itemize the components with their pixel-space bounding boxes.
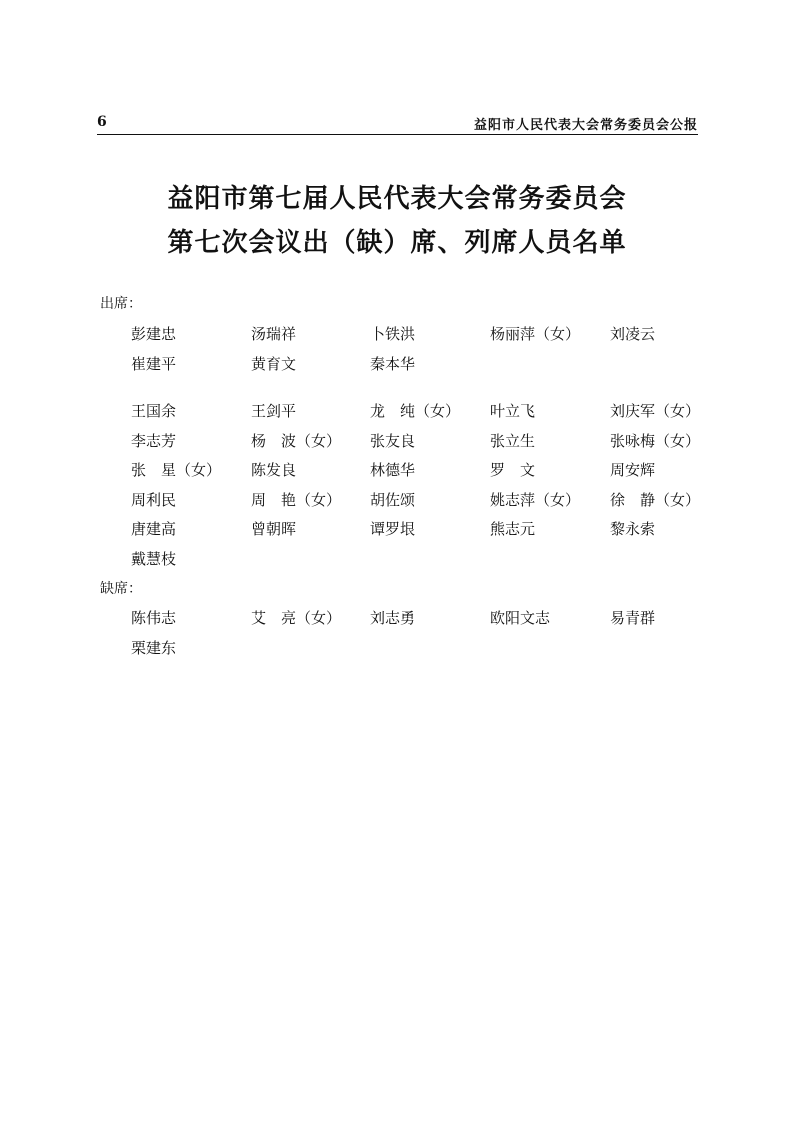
name-row xyxy=(131,353,731,383)
member-name: 彭建忠 xyxy=(131,325,177,343)
name-row xyxy=(131,489,731,519)
member-name: 周 艳（女） xyxy=(251,490,342,509)
member-name: 崔建平 xyxy=(131,354,177,373)
member-name: 易青群 xyxy=(610,609,656,627)
member-name: 陈发良 xyxy=(251,461,297,479)
member-name: 曾朝晖 xyxy=(251,520,297,538)
name-row xyxy=(131,548,731,578)
attended-name-list xyxy=(131,323,731,577)
member-name: 刘志勇 xyxy=(370,609,416,627)
name-row xyxy=(131,430,731,460)
header-rule xyxy=(97,134,698,135)
member-name: 罗 文 xyxy=(490,461,536,479)
member-name: 刘凌云 xyxy=(610,325,656,343)
document-title-line-2: 第七次会议出（缺）席、列席人员名单 xyxy=(167,228,627,258)
group-spacer xyxy=(131,382,731,400)
document-title-line-1: 益阳市第七届人民代表大会常务委员会 xyxy=(167,184,627,214)
page-header xyxy=(97,110,698,134)
member-name: 卜铁洪 xyxy=(370,325,416,343)
member-name: 龙 纯（女） xyxy=(370,402,461,420)
member-name: 张咏梅（女） xyxy=(610,431,701,450)
member-name: 周利民 xyxy=(131,490,177,509)
journal-title: 益阳市人民代表大会常务委员会公报 xyxy=(473,118,698,133)
member-name: 李志芳 xyxy=(131,431,177,450)
member-name: 姚志萍（女） xyxy=(490,490,581,509)
name-row xyxy=(131,637,731,667)
member-name: 栗建东 xyxy=(131,638,177,657)
member-name: 艾 亮（女） xyxy=(251,609,342,627)
member-name: 王国余 xyxy=(131,402,177,420)
member-name: 叶立飞 xyxy=(490,402,536,420)
member-name: 唐建高 xyxy=(131,520,177,538)
member-name: 黎永索 xyxy=(610,520,656,538)
absent-name-list xyxy=(131,607,731,666)
member-name: 汤瑞祥 xyxy=(251,325,297,343)
member-name: 林德华 xyxy=(370,461,416,479)
member-name: 戴慧枝 xyxy=(131,549,177,568)
member-name: 张友良 xyxy=(370,431,416,450)
name-row xyxy=(131,323,731,353)
attended-label: 出席： xyxy=(100,296,142,312)
member-name: 谭罗垠 xyxy=(370,520,416,538)
member-name: 张立生 xyxy=(490,431,536,450)
member-name: 秦本华 xyxy=(370,354,416,373)
member-name: 杨 波（女） xyxy=(251,431,342,450)
name-row xyxy=(131,607,731,637)
name-row xyxy=(131,459,731,489)
member-name: 陈伟志 xyxy=(131,609,177,627)
absent-label: 缺席： xyxy=(100,581,142,597)
member-name: 王剑平 xyxy=(251,402,297,420)
member-name: 杨丽萍（女） xyxy=(490,325,581,343)
member-name: 欧阳文志 xyxy=(490,609,551,627)
member-name: 黄育文 xyxy=(251,354,297,373)
member-name: 张 星（女） xyxy=(131,461,222,479)
page-number: 6 xyxy=(97,114,107,130)
member-name: 胡佐颂 xyxy=(370,490,416,509)
name-row xyxy=(131,518,731,548)
name-row xyxy=(131,400,731,430)
member-name: 熊志元 xyxy=(490,520,536,538)
member-name: 周安辉 xyxy=(610,461,656,479)
member-name: 刘庆军（女） xyxy=(610,402,701,420)
member-name: 徐 静（女） xyxy=(610,490,701,509)
